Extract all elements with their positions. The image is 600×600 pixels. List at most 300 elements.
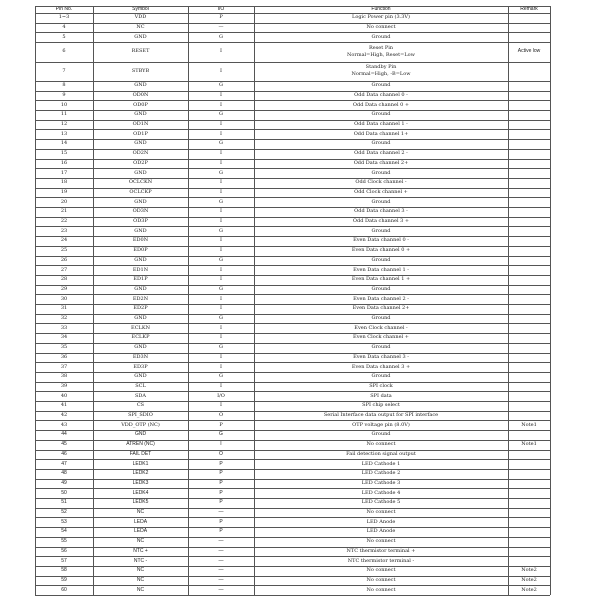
cell-io: P (219, 518, 223, 525)
cell-io: P (219, 14, 223, 21)
cell-symbol: OD3N (132, 208, 149, 215)
cell-pin: 42 (60, 412, 68, 419)
cell-remark (508, 275, 550, 285)
cell-io: G (219, 431, 223, 438)
cell-io: I (220, 218, 222, 225)
cell-remark (508, 207, 550, 217)
cell-remark (508, 100, 550, 110)
cell-pin: 54 (61, 528, 67, 535)
cell-function: No connect (366, 586, 396, 593)
cell-function: Odd Data channel 2 - (354, 150, 408, 157)
cell-pin: 47 (61, 460, 67, 467)
cell-symbol: NC (136, 24, 145, 31)
cell-remark: Active low (517, 48, 541, 55)
cell-io: I (220, 130, 222, 137)
cell-pin: 32 (60, 315, 68, 322)
column-divider (508, 6, 509, 595)
cell-symbol: ED3N (132, 353, 149, 360)
cell-function: Ground (371, 315, 391, 322)
cell-pin: 58 (61, 567, 67, 574)
cell-symbol: NC (136, 509, 145, 516)
cell-io: G (219, 315, 223, 322)
cell-function (254, 42, 508, 61)
cell-function: Even Data channel 2+ (352, 305, 410, 312)
cell-pin: 37 (60, 363, 68, 370)
cell-remark (508, 508, 550, 518)
cell-remark (508, 13, 550, 23)
cell-symbol: GND (134, 373, 147, 380)
header-symbol: Symbol (132, 6, 149, 12)
cell-symbol: ECLKN (131, 324, 150, 331)
cell-symbol: SDA (134, 392, 147, 399)
cell-remark (508, 450, 550, 460)
cell-function: No connect (366, 24, 396, 31)
cell-remark (508, 382, 550, 392)
cell-io: I (220, 276, 222, 283)
cell-io: — (218, 24, 224, 31)
cell-remark (508, 265, 550, 275)
cell-function: Ground (371, 33, 391, 40)
cell-function: LED Anode (366, 528, 396, 535)
cell-function: Odd Data channel 3 - (354, 208, 408, 215)
header-remark: Remark (520, 6, 538, 12)
cell-remark (508, 353, 550, 363)
cell-function: Odd Data channel 1 - (354, 121, 408, 128)
cell-symbol: SCL (135, 382, 146, 389)
cell-remark (508, 372, 550, 382)
cell-remark (508, 139, 550, 149)
cell-io: I/O (217, 392, 225, 399)
cell-remark (508, 527, 550, 537)
cell-remark (508, 81, 550, 91)
cell-remark (508, 246, 550, 256)
cell-pin: 12 (60, 121, 68, 128)
cell-function: Ground (371, 373, 391, 380)
cell-io: G (219, 198, 223, 205)
cell-io: I (220, 402, 222, 409)
cell-io: I (220, 295, 222, 302)
cell-io: — (218, 547, 224, 554)
cell-function: Even Data channel 0 + (351, 247, 411, 254)
cell-symbol: CS (136, 402, 145, 409)
cell-symbol: NC (136, 576, 145, 583)
function-line-1: Reset Pin (368, 44, 394, 51)
cell-symbol: GND (134, 315, 147, 322)
cell-remark (508, 343, 550, 353)
cell-remark (508, 430, 550, 440)
cell-symbol: GND (134, 111, 147, 118)
cell-pin: 27 (60, 266, 68, 273)
cell-function: Odd Data channel 0 + (352, 101, 410, 108)
cell-pin: 15 (60, 150, 68, 157)
cell-function: Odd Data channel 3 + (352, 218, 410, 225)
cell-symbol: OCLCKN (128, 179, 153, 186)
cell-symbol: NC (136, 538, 145, 545)
cell-function: Even Data channel 1 - (353, 266, 409, 273)
cell-symbol: NC (136, 586, 145, 593)
cell-pin: 11 (60, 111, 68, 118)
cell-pin: 31 (60, 305, 68, 312)
cell-pin: 43 (60, 421, 68, 428)
cell-function: LED Cathode 5 (361, 499, 401, 506)
cell-remark (508, 217, 550, 227)
cell-io: I (220, 121, 222, 128)
cell-symbol: LEDA (133, 518, 148, 525)
cell-function: Even Data channel 2 - (353, 295, 409, 302)
cell-pin: 30 (60, 295, 68, 302)
cell-symbol: LEDK1 (132, 460, 149, 467)
cell-pin: 1~3 (58, 14, 70, 21)
cell-pin: 36 (60, 353, 68, 360)
cell-remark (508, 537, 550, 547)
cell-remark: Note1 (521, 441, 537, 448)
cell-remark (508, 197, 550, 207)
cell-io: I (220, 266, 222, 273)
cell-symbol: VDD_OTP (NC) (121, 421, 160, 428)
cell-remark (508, 159, 550, 169)
cell-remark: Note1 (521, 421, 537, 428)
cell-symbol: GND (134, 344, 147, 351)
cell-remark (508, 178, 550, 188)
cell-symbol: ED1P (133, 276, 148, 283)
cell-remark (508, 256, 550, 266)
cell-remark (508, 479, 550, 489)
cell-function: NTC thermistor terminal + (346, 547, 416, 554)
cell-symbol: LEDK4 (132, 489, 149, 496)
cell-function: Ground (371, 285, 391, 292)
cell-symbol: OCLCKP (129, 188, 152, 195)
cell-io: I (220, 179, 222, 186)
cell-io: P (219, 421, 223, 428)
cell-io: I (220, 208, 222, 215)
cell-symbol: OD0P (133, 101, 148, 108)
cell-pin: 49 (61, 479, 67, 486)
cell-io: I (220, 334, 222, 341)
cell-remark (508, 556, 550, 566)
header-function: Function (371, 6, 391, 12)
cell-io: P (219, 479, 223, 486)
cell-symbol: GND (134, 285, 147, 292)
cell-symbol: ED3P (133, 363, 148, 370)
cell-io: G (219, 33, 223, 40)
cell-pin: 34 (60, 334, 68, 341)
cell-symbol: RESET (131, 48, 150, 55)
cell-function: Ground (371, 198, 391, 205)
cell-remark (508, 129, 550, 139)
cell-io: I (220, 324, 222, 331)
cell-io: I (220, 382, 222, 389)
cell-function: Odd Data channel 1+ (353, 130, 409, 137)
cell-symbol: ECLKP (131, 334, 150, 341)
cell-io: I (220, 363, 222, 370)
cell-function: Ground (371, 256, 391, 263)
cell-function: Ground (371, 431, 391, 438)
cell-io: G (219, 373, 223, 380)
cell-function: Even Data channel 3 + (351, 363, 411, 370)
cell-pin: 17 (60, 169, 68, 176)
cell-function: Even Clock channel + (353, 334, 409, 341)
cell-pin: 20 (60, 198, 68, 205)
cell-symbol: LEDK5 (132, 499, 149, 506)
cell-pin: 25 (60, 247, 68, 254)
cell-io: G (219, 344, 223, 351)
cell-symbol: OD3P (133, 218, 148, 225)
cell-io: P (219, 470, 223, 477)
row-divider (35, 6, 550, 7)
cell-remark (508, 62, 550, 81)
cell-function: SPI data (370, 392, 392, 399)
cell-pin: 10 (60, 101, 68, 108)
column-divider (35, 6, 36, 595)
cell-remark (508, 120, 550, 130)
cell-io: — (218, 576, 224, 583)
cell-remark (508, 401, 550, 411)
cell-function: Ground (371, 82, 391, 89)
cell-symbol: GND (134, 198, 147, 205)
cell-symbol: NTC - (133, 557, 148, 564)
cell-pin: 35 (60, 344, 68, 351)
cell-pin: 21 (60, 208, 68, 215)
cell-function: SPI clock (369, 382, 393, 389)
cell-function: OTP voltage pin (8.0V) (352, 421, 410, 428)
cell-function: Even Clock channel - (354, 324, 408, 331)
cell-remark (508, 285, 550, 295)
cell-io: G (219, 111, 223, 118)
cell-pin: 56 (61, 547, 67, 554)
cell-remark: Note2 (521, 576, 537, 583)
cell-function: No connect (366, 509, 396, 516)
cell-remark (508, 149, 550, 159)
cell-remark (508, 323, 550, 333)
cell-io: G (219, 285, 223, 292)
cell-io: I (220, 237, 222, 244)
cell-pin: 8 (62, 82, 66, 89)
cell-function: LED Cathode 4 (361, 489, 401, 496)
cell-function: LED Anode (366, 518, 396, 525)
cell-io: I (220, 305, 222, 312)
cell-function: Odd Clock channel + (354, 188, 408, 195)
cell-io: G (219, 227, 223, 234)
cell-remark (508, 517, 550, 527)
header-io: I/O (217, 6, 225, 12)
cell-symbol: OD1P (133, 130, 148, 137)
cell-remark (508, 226, 550, 236)
column-divider (188, 6, 189, 595)
cell-remark (508, 236, 550, 246)
cell-io: I (220, 247, 222, 254)
cell-pin: 45 (61, 441, 67, 448)
cell-remark (508, 188, 550, 198)
cell-symbol: FAIL DET (129, 450, 152, 457)
cell-symbol: OD0N (132, 91, 149, 98)
cell-io: — (218, 509, 224, 516)
cell-io: I (220, 188, 222, 195)
cell-io: — (218, 538, 224, 545)
cell-symbol: LEDK2 (132, 470, 149, 477)
cell-pin: 59 (61, 576, 67, 583)
cell-remark: Note2 (521, 567, 537, 574)
cell-io: I (220, 91, 222, 98)
cell-pin: 13 (60, 130, 68, 137)
cell-pin: 29 (60, 285, 68, 292)
column-divider (93, 6, 94, 595)
cell-function: Ground (371, 344, 391, 351)
cell-symbol: ED0P (133, 247, 148, 254)
cell-symbol: ATREN (NC) (126, 441, 155, 448)
cell-io: P (219, 460, 223, 467)
cell-remark (508, 498, 550, 508)
cell-pin: 19 (60, 188, 68, 195)
cell-symbol: VDD (134, 14, 147, 21)
cell-pin: 23 (60, 227, 68, 234)
cell-symbol: GND (134, 227, 147, 234)
cell-remark (508, 469, 550, 479)
cell-io: — (218, 567, 224, 574)
cell-remark (508, 362, 550, 372)
cell-pin: 6 (62, 48, 66, 55)
cell-io: I (220, 48, 222, 55)
cell-pin: 24 (60, 237, 68, 244)
cell-io: I (220, 67, 222, 74)
cell-io: — (218, 557, 224, 564)
cell-io: G (219, 140, 223, 147)
cell-remark (508, 32, 550, 42)
cell-symbol: GND (134, 431, 147, 438)
cell-symbol: ED2N (132, 295, 149, 302)
cell-symbol: SPI_SDIO (128, 412, 153, 419)
cell-pin: 39 (60, 382, 68, 389)
row-divider (35, 595, 550, 596)
cell-remark (508, 488, 550, 498)
cell-pin: 48 (61, 470, 67, 477)
cell-remark (508, 91, 550, 101)
cell-function: SPI chip select (362, 402, 400, 409)
cell-io: O (219, 450, 223, 457)
cell-function: Ground (371, 227, 391, 234)
cell-function: Odd Data channel 2+ (353, 159, 409, 166)
cell-pin: 46 (61, 450, 67, 457)
cell-function (254, 62, 508, 81)
cell-io: I (220, 159, 222, 166)
cell-symbol: OD2N (132, 150, 149, 157)
cell-pin: 18 (60, 179, 68, 186)
cell-function: Logic Power pin (3.3V) (352, 14, 410, 21)
cell-function: No connect (366, 567, 396, 574)
cell-remark (508, 304, 550, 314)
cell-symbol: ED2P (133, 305, 148, 312)
cell-function: Odd Clock channel - (355, 179, 407, 186)
cell-symbol: OD2P (133, 159, 148, 166)
cell-pin: 57 (61, 557, 67, 564)
cell-function: Fail detection signal output (346, 450, 416, 457)
cell-function: LED Cathode 2 (361, 470, 401, 477)
cell-pin: 9 (62, 91, 66, 98)
cell-symbol: OD1N (132, 121, 149, 128)
cell-symbol: GND (134, 140, 147, 147)
cell-function: Odd Data channel 0 - (354, 91, 408, 98)
cell-function: Ground (371, 111, 391, 118)
cell-pin: 60 (61, 586, 67, 593)
cell-pin: 22 (60, 218, 68, 225)
cell-function: Ground (371, 169, 391, 176)
cell-function: No connect (366, 538, 396, 545)
cell-symbol: LEDA (133, 528, 148, 535)
function-line-2: Normal=High, Reset=Low (347, 51, 415, 58)
cell-pin: 16 (60, 159, 68, 166)
cell-symbol: GND (134, 33, 147, 40)
cell-remark (508, 168, 550, 178)
cell-io: G (219, 169, 223, 176)
cell-io: — (218, 586, 224, 593)
function-line-1: Standby Pin (365, 64, 397, 71)
cell-io: P (219, 489, 223, 496)
cell-remark: Note2 (521, 586, 537, 593)
cell-function: LED Cathode 3 (361, 479, 401, 486)
cell-remark (508, 391, 550, 401)
cell-symbol: ED0N (132, 237, 149, 244)
cell-io: I (220, 101, 222, 108)
cell-symbol: GND (134, 82, 147, 89)
cell-symbol: NC (136, 567, 145, 574)
cell-pin: 26 (60, 256, 68, 263)
cell-function: No connect (366, 441, 396, 448)
cell-symbol: ED1N (132, 266, 149, 273)
cell-remark (508, 294, 550, 304)
cell-pin: 53 (61, 518, 67, 525)
cell-io: P (219, 499, 223, 506)
function-line-2: Normal=High, -B=Low (351, 71, 411, 78)
cell-pin: 14 (60, 140, 68, 147)
cell-function: No connect (366, 576, 396, 583)
cell-io: G (219, 82, 223, 89)
header-pin-no: Pin No. (55, 6, 73, 12)
column-divider (254, 6, 255, 595)
cell-io: G (219, 256, 223, 263)
cell-remark (508, 314, 550, 324)
cell-pin: 44 (61, 431, 67, 438)
cell-pin: 5 (62, 33, 66, 40)
cell-remark (508, 110, 550, 120)
cell-io: P (219, 528, 223, 535)
cell-pin: 4 (62, 24, 66, 31)
cell-pin: 52 (61, 509, 67, 516)
cell-pin: 33 (60, 324, 68, 331)
cell-pin: 40 (60, 392, 68, 399)
cell-function: Even Data channel 3 - (353, 353, 409, 360)
cell-symbol: GND (134, 256, 147, 263)
cell-pin: 28 (60, 276, 68, 283)
cell-symbol: NTC + (133, 547, 148, 554)
cell-function: Even Data channel 1 + (351, 276, 411, 283)
cell-io: I (220, 150, 222, 157)
cell-pin: 41 (60, 402, 68, 409)
cell-symbol: LEDK3 (132, 479, 149, 486)
cell-remark (508, 333, 550, 343)
cell-io: O (218, 412, 224, 419)
cell-function: LED Cathode 1 (361, 460, 401, 467)
cell-remark (508, 547, 550, 557)
cell-remark (508, 23, 550, 33)
cell-pin: 7 (62, 67, 66, 74)
cell-pin: 38 (60, 373, 68, 380)
cell-symbol: GND (134, 169, 147, 176)
cell-remark (508, 459, 550, 469)
cell-pin: 51 (61, 499, 67, 506)
cell-pin: 50 (61, 489, 67, 496)
column-divider (550, 6, 551, 595)
cell-function: Even Data channel 0 - (353, 237, 409, 244)
cell-pin: 55 (61, 538, 67, 545)
